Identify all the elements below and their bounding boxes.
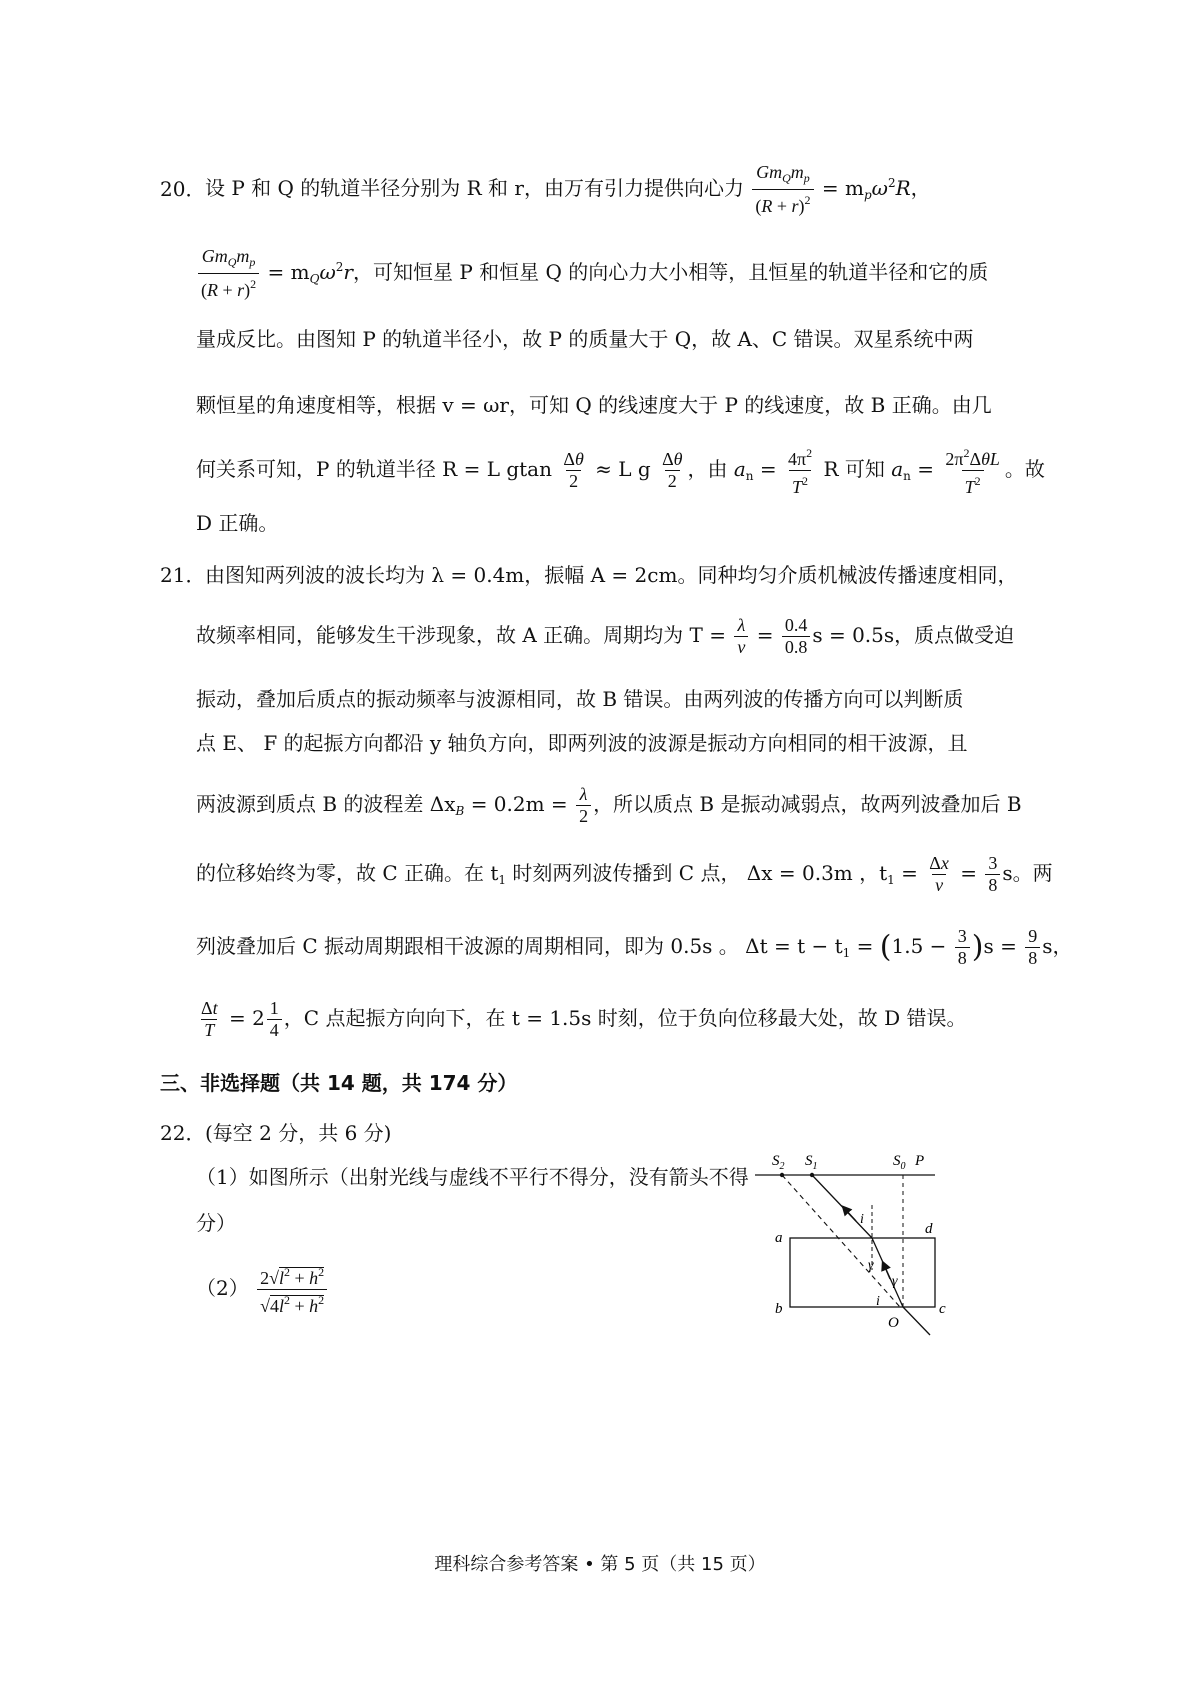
q22-number: 22． <box>160 1121 206 1145</box>
label-c: c <box>939 1301 946 1317</box>
section-title: 三、非选择题（共 14 题，共 174 分） <box>160 1071 518 1095</box>
q21-line6-a: 的位移始终为零，故 C 正确。在 t <box>196 861 499 885</box>
q21-number: 21． <box>160 563 206 587</box>
q21-line4: 点 E、 F 的起振方向都沿 y 轴负方向，即两列波的波源是振动方向相同的相干波源，且 <box>196 731 968 755</box>
q20-line5-e: 。故 <box>1004 457 1045 481</box>
q20-line5-d: R 可知 <box>823 457 885 481</box>
q21-line7-a: 列波叠加后 C 振动周期跟相干波源的周期相同，即为 0.5s 。 Δt = t − t <box>196 934 843 958</box>
q20-acc-result-fraction: $\frac{2\pi^2\Delta\theta L}{T^2}$ <box>945 446 1000 497</box>
label-gamma-top: γ <box>868 1258 874 1273</box>
optics-diagram <box>750 1145 980 1350</box>
q21-line3: 振动，叠加后质点的振动频率与波源相同，故 B 错误。由两列波的传播方向可以判断质 <box>196 687 964 711</box>
q21-line8-a: = 2 <box>228 1006 265 1030</box>
s1-point <box>810 1173 814 1177</box>
q20-line6: D 正确。 <box>196 511 279 535</box>
q21-line7: 列波叠加后 C 振动周期跟相干波源的周期相同，即为 0.5s 。 $\Delta t = t - t_1 = (1.5$ − $\frac{3}{8}$ )s = $\frac{9}{8}$ s， <box>196 926 1073 968</box>
dashed-ray <box>782 1175 900 1307</box>
q20-line1: 设 P 和 Q 的轨道半径分别为 R 和 r，由万有引力提供向心力 $\frac{Gm_Qm_p}{(R + r)^2}$ = $m_p\omega^2R$， <box>205 162 931 216</box>
q20-line4: 颗恒星的角速度相等，根据 v = ωr，可知 Q 的线速度大于 P 的线速度，故 B 正确。由几 <box>196 393 992 417</box>
q20-number: 20． <box>160 177 206 201</box>
q21-line2: 故频率相同，能够发生干涉现象，故 A 正确。周期均为 T = $\frac{\lambda}{v}$ = $\frac{0.4}{0.8}$ s = 0.5s，质点做受迫 <box>196 615 1015 657</box>
q21-line2-a: 故频率相同，能够发生干涉现象，故 A 正确。周期均为 T = <box>196 623 726 647</box>
q22-header: (每空 2 分，共 6 分) <box>205 1121 392 1145</box>
q22-part2-label: （2） <box>196 1276 249 1300</box>
label-a: a <box>775 1230 783 1246</box>
s2-point <box>780 1173 784 1177</box>
q22-part2 <box>196 1262 329 1317</box>
q20-line5-c: ，由 <box>687 457 728 481</box>
q21-line8 <box>196 998 967 1041</box>
q20-line1-eq: = m <box>821 176 864 200</box>
q21-line7-b: s = <box>983 934 1017 958</box>
q22-part1-line2: 分） <box>196 1211 236 1235</box>
q20-line1-text: 设 P 和 Q 的轨道半径分别为 R 和 r，由万有引力提供向心力 <box>205 176 744 200</box>
q21-t1-fraction: $\frac{\Delta x}{v}$ <box>929 853 949 895</box>
q21-line5-a: 两波源到质点 B 的波程差 Δx <box>196 792 456 816</box>
q20-gravity-fraction-2: $\frac{Gm_Qm_p}{(R + r)^2}$ <box>198 246 259 301</box>
q21-line7-c: s， <box>1042 934 1073 958</box>
q21-line5-c: ，所以质点 B 是振动减弱点，故两列波叠加后 B <box>593 792 1022 816</box>
q21-line6: 的位移始终为零，故 C 正确。在 $t_1$ 时刻两列波传播到 C 点， Δx = 0.3m ，$t_1$ = $\frac{\Delta x}{v}$ = $\frac{3}{8}$ s。两 <box>196 853 1053 895</box>
q20-gravity-fraction: $\frac{Gm_Qm_p}{(R + r)^2}$ <box>752 162 813 217</box>
q20-acc-fraction: $\frac{4\pi^2}{T^2}$ <box>788 446 813 497</box>
q20-line2-eq: = m <box>267 260 310 284</box>
label-i-bottom: i <box>876 1294 880 1309</box>
label-gamma-bottom: γ <box>892 1274 898 1289</box>
q21-line2-b: s = 0.5s，质点做受迫 <box>812 623 1015 647</box>
q21-line8-b: ，C 点起振方向向下，在 t = 1.5s 时刻，位于负向位移最大处，故 D 错误。 <box>283 1006 967 1030</box>
q21-dt-fraction: $\frac{3}{8}$ <box>955 926 970 969</box>
q20-line5-b: ≈ L g <box>595 457 651 481</box>
q20-line5-a: 何关系可知，P 的轨道半径 R = L gtan <box>196 457 552 481</box>
q21-line6-b: 时刻两列波传播到 C 点， Δx = 0.3m ，t <box>512 861 888 885</box>
q21-half-lambda-fraction: $\frac{\lambda}{2}$ <box>576 784 591 827</box>
label-d: d <box>925 1221 933 1237</box>
q20-half-angle-fraction-2: $\frac{\Delta\theta}{2}$ <box>662 449 683 491</box>
q21-quarter-fraction: $\frac{1}{4}$ <box>267 998 282 1041</box>
emerging-arrow <box>845 1209 856 1221</box>
emerging-ray <box>812 1175 872 1238</box>
q21-line6-c: s。两 <box>1002 861 1053 885</box>
q21-ratio-fraction: $\frac{\Delta t}{T}$ <box>201 998 218 1040</box>
q20-half-angle-fraction: $\frac{\Delta\theta}{2}$ <box>563 449 584 491</box>
label-b: b <box>775 1301 783 1317</box>
page-footer: 理科综合参考答案 • 第 5 页（共 15 页） <box>434 1554 766 1575</box>
label-s2: $S_2$ <box>772 1153 785 1172</box>
q22-part1-line1: （1）如图所示（出射光线与虚线不平行不得分，没有箭头不得 <box>196 1165 749 1189</box>
q21-line5: 两波源到质点 B 的波程差 $\Delta x_B = 0.2m$ = $\frac{\lambda}{2}$ ，所以质点 B 是振动减弱点，故两列波叠加后 B <box>196 784 1022 826</box>
q21-dt-value-fraction: $\frac{9}{8}$ <box>1025 926 1040 969</box>
q21-line1: 由图知两列波的波长均为 λ = 0.4m，振幅 A = 2cm。同种均匀介质机械波传播速度相同， <box>205 563 1018 587</box>
label-s0: $S_0$ <box>893 1153 906 1172</box>
q21-line5-b: = 0.2m = <box>470 792 568 816</box>
glass-block <box>790 1238 935 1307</box>
q22-answer-fraction: $\frac{2√l^2 + h^2}{√4l^2 + h^2}$ <box>257 1262 327 1317</box>
q20-line2: $\frac{Gm_Qm_p}{(R + r)^2}$ = $m_Q\omega^2r$，可知恒星 P 和恒星 Q 的向心力大小相等，且恒星的轨道半径和它的质 <box>196 246 988 301</box>
refracted-arrow <box>884 1265 890 1279</box>
q20-line5: 何关系可知，P 的轨道半径 R = L gtan $\frac{\Delta\theta}{2}$ ≈ L g $\frac{\Delta\theta}{2}$ ，由 $a_n$ = $\frac{4\pi^2}{T^2}$ R 可知 $a_n$ = $\frac{2\pi^2\Delta\theta L}{T^2}$ 。故 <box>196 443 1045 498</box>
q21-period-value-fraction: $\frac{0.4}{0.8}$ <box>782 615 811 658</box>
incident-ray <box>903 1307 930 1335</box>
q21-period-fraction: $\frac{\lambda}{v}$ <box>734 615 748 658</box>
q20-line2-text: ，可知恒星 P 和恒星 Q 的向心力大小相等，且恒星的轨道半径和它的质 <box>352 260 989 284</box>
q21-t1-value-fraction: $\frac{3}{8}$ <box>985 853 1000 896</box>
label-i-top: i <box>860 1212 864 1227</box>
label-p: P <box>915 1153 925 1169</box>
label-o: O <box>888 1315 899 1331</box>
q20-line3: 量成反比。由图知 P 的轨道半径小，故 P 的质量大于 Q，故 A、C 错误。双星系统中两 <box>196 327 974 351</box>
label-s1: $S_1$ <box>805 1153 818 1172</box>
